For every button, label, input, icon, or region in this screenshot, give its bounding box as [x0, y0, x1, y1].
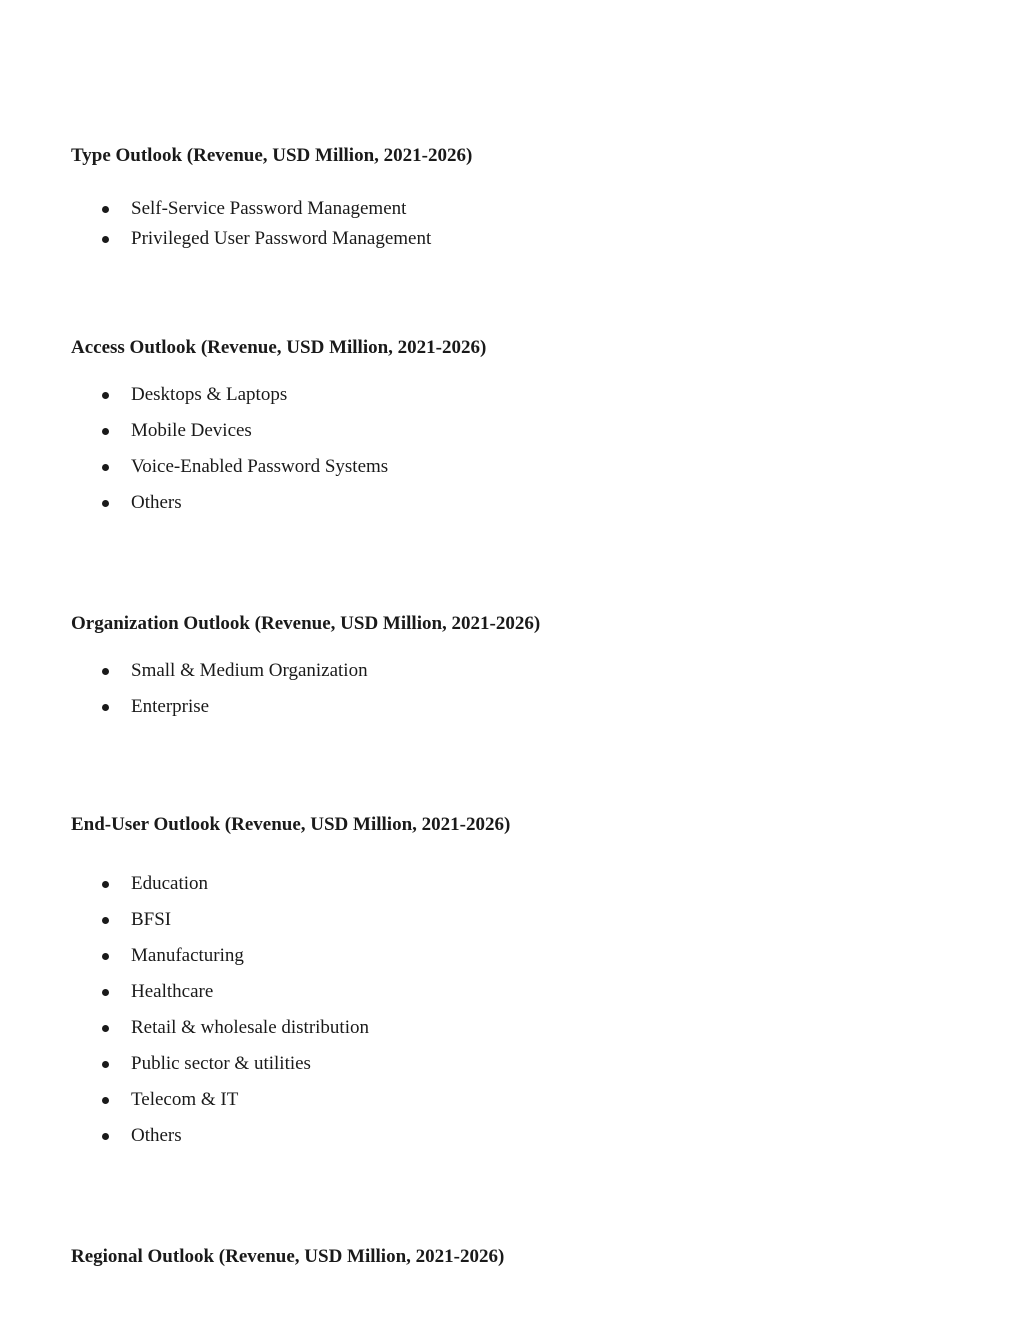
bullet-icon — [102, 953, 109, 960]
bullet-icon — [102, 1133, 109, 1140]
list-item-label: Mobile Devices — [131, 420, 252, 441]
bullet-icon — [102, 989, 109, 996]
list-item — [0, 228, 431, 250]
bullet-icon — [102, 392, 109, 399]
bullet-icon — [102, 500, 109, 507]
list-item — [0, 660, 368, 682]
bullet-icon — [102, 917, 109, 924]
list-item — [0, 696, 368, 718]
list-item — [0, 492, 388, 514]
list-item-label: Others — [131, 492, 182, 513]
list-item — [0, 909, 369, 931]
list-item — [0, 456, 388, 478]
list-item — [0, 384, 388, 406]
list-item-label: Self-Service Password Management — [131, 198, 407, 219]
list-item-label: Others — [131, 1125, 182, 1146]
end-user-outlook-list — [0, 873, 369, 1161]
section-heading-type-outlook: Type Outlook (Revenue, USD Million, 2021-2026) — [71, 145, 473, 166]
bullet-icon — [102, 428, 109, 435]
section-heading-access-outlook: Access Outlook (Revenue, USD Million, 2021-2026) — [71, 337, 487, 358]
section-heading-organization-outlook: Organization Outlook (Revenue, USD Million, 2021-2026) — [71, 613, 541, 634]
list-item-label: Education — [131, 873, 209, 894]
list-item — [0, 1125, 369, 1147]
list-item-label: Small & Medium Organization — [131, 660, 368, 681]
list-item — [0, 198, 431, 220]
list-item-label: Retail & wholesale distribution — [131, 1017, 369, 1038]
list-item — [0, 873, 369, 895]
list-item — [0, 420, 388, 442]
bullet-icon — [102, 1061, 109, 1068]
section-heading-regional-outlook: Regional Outlook (Revenue, USD Million, 2021-2026) — [71, 1246, 505, 1267]
bullet-icon — [102, 881, 109, 888]
bullet-icon — [102, 1097, 109, 1104]
list-item-label: Privileged User Password Management — [131, 228, 432, 249]
list-item-label: Enterprise — [131, 696, 210, 717]
section-heading-end-user-outlook: End-User Outlook (Revenue, USD Million, 2021-2026) — [71, 814, 511, 835]
list-item-label: Healthcare — [131, 981, 214, 1002]
list-item — [0, 981, 369, 1003]
bullet-icon — [102, 206, 109, 213]
bullet-icon — [102, 704, 109, 711]
list-item-label: Desktops & Laptops — [131, 384, 288, 405]
type-outlook-list — [0, 198, 431, 258]
list-item-label: Manufacturing — [131, 945, 244, 966]
list-item — [0, 1017, 369, 1039]
bullet-icon — [102, 236, 109, 243]
access-outlook-list — [0, 384, 388, 528]
list-item-label: Public sector & utilities — [131, 1053, 311, 1074]
list-item — [0, 945, 369, 967]
bullet-icon — [102, 464, 109, 471]
list-item — [0, 1089, 369, 1111]
bullet-icon — [102, 1025, 109, 1032]
list-item — [0, 1053, 369, 1075]
organization-outlook-list — [0, 660, 368, 732]
list-item-label: Voice-Enabled Password Systems — [131, 456, 389, 477]
list-item-label: Telecom & IT — [131, 1089, 239, 1110]
bullet-icon — [102, 668, 109, 675]
list-item-label: BFSI — [131, 909, 172, 930]
